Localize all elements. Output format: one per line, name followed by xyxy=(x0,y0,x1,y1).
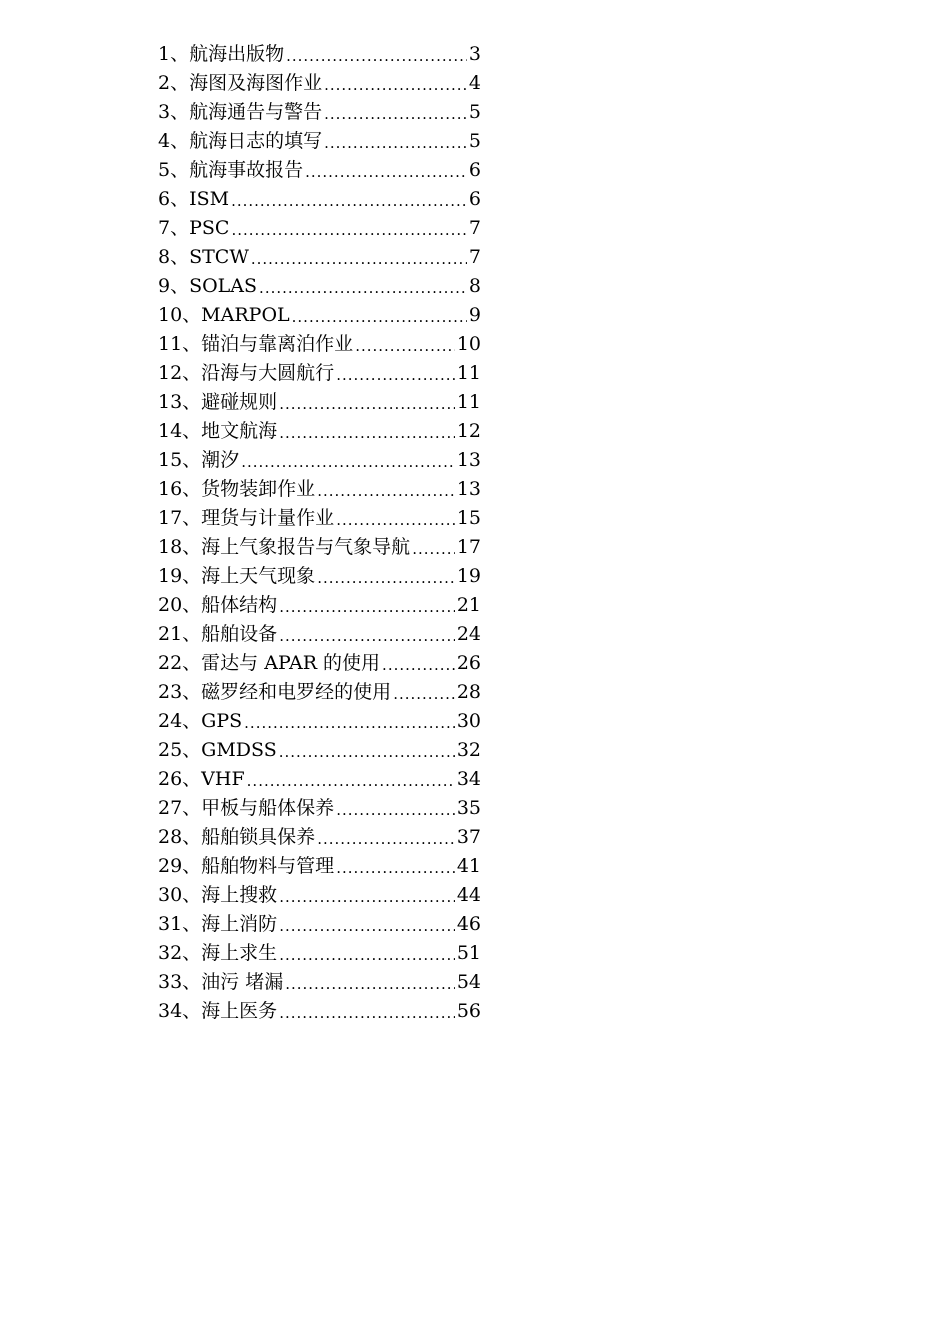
toc-entry-page-number: 11 xyxy=(456,362,481,384)
toc-entry-page-number: 37 xyxy=(456,826,481,848)
toc-entry-page-number: 30 xyxy=(456,710,481,732)
toc-dot-leader xyxy=(279,623,455,649)
toc-entry[interactable] xyxy=(158,388,481,417)
toc-entry-page-number: 44 xyxy=(456,884,481,906)
toc-dot-leader xyxy=(324,130,467,156)
toc-entry[interactable] xyxy=(158,910,481,939)
toc-dot-leader xyxy=(279,420,455,446)
toc-entry-page-number: 24 xyxy=(456,623,481,645)
toc-entry[interactable] xyxy=(158,707,481,736)
toc-entry-page-number: 11 xyxy=(456,391,481,413)
toc-dot-leader xyxy=(231,188,467,214)
toc-entry-page-number: 13 xyxy=(456,449,481,471)
toc-dot-leader xyxy=(279,391,455,417)
toc-entry-title: 16、货物装卸作业 xyxy=(158,478,316,500)
toc-entry-page-number: 7 xyxy=(468,217,481,239)
toc-entry[interactable] xyxy=(158,881,481,910)
toc-entry[interactable] xyxy=(158,823,481,852)
toc-dot-leader xyxy=(285,971,455,997)
toc-entry[interactable] xyxy=(158,156,481,185)
toc-entry-title: 29、船舶物料与管理 xyxy=(158,855,335,877)
toc-entry-title: 7、PSC xyxy=(158,217,230,239)
toc-entry-page-number: 6 xyxy=(468,159,481,181)
toc-entry-title: 25、GMDSS xyxy=(158,739,277,761)
toc-dot-leader xyxy=(279,884,455,910)
toc-entry-title: 10、MARPOL xyxy=(158,304,290,326)
toc-entry[interactable] xyxy=(158,69,481,98)
toc-dot-leader xyxy=(336,797,455,823)
toc-entry[interactable] xyxy=(158,591,481,620)
toc-dot-leader xyxy=(412,536,455,562)
toc-entry-title: 28、船舶锁具保养 xyxy=(158,826,316,848)
toc-entry-title: 17、理货与计量作业 xyxy=(158,507,335,529)
toc-entry-title: 18、海上气象报告与气象导航 xyxy=(158,536,411,558)
toc-entry-title: 1、航海出版物 xyxy=(158,43,285,65)
toc-entry[interactable] xyxy=(158,504,481,533)
toc-dot-leader xyxy=(279,942,455,968)
toc-entry[interactable] xyxy=(158,417,481,446)
toc-entry-page-number: 54 xyxy=(456,971,481,993)
toc-dot-leader xyxy=(251,246,467,272)
toc-entry-page-number: 34 xyxy=(456,768,481,790)
toc-entry[interactable] xyxy=(158,301,481,330)
toc-entry[interactable] xyxy=(158,852,481,881)
toc-entry-title: 30、海上搜救 xyxy=(158,884,278,906)
toc-entry[interactable] xyxy=(158,533,481,562)
toc-entry-page-number: 35 xyxy=(456,797,481,819)
toc-entry-page-number: 13 xyxy=(456,478,481,500)
toc-entry-page-number: 12 xyxy=(456,420,481,442)
toc-entry[interactable] xyxy=(158,185,481,214)
toc-entry-page-number: 19 xyxy=(456,565,481,587)
toc-entry[interactable] xyxy=(158,446,481,475)
toc-dot-leader xyxy=(382,652,455,678)
toc-dot-leader xyxy=(286,43,467,69)
toc-entry-page-number: 4 xyxy=(468,72,481,94)
toc-dot-leader xyxy=(292,304,467,330)
toc-entry-page-number: 5 xyxy=(468,130,481,152)
toc-entry-title: 24、GPS xyxy=(158,710,243,732)
toc-entry-title: 31、海上消防 xyxy=(158,913,278,935)
toc-entry-page-number: 6 xyxy=(468,188,481,210)
toc-dot-leader xyxy=(279,1000,455,1026)
toc-entry-title: 9、SOLAS xyxy=(158,275,258,297)
toc-entry-title: 26、VHF xyxy=(158,768,245,790)
toc-dot-leader xyxy=(324,72,467,98)
toc-entry-page-number: 32 xyxy=(456,739,481,761)
toc-entry[interactable] xyxy=(158,214,481,243)
toc-entry-page-number: 56 xyxy=(456,1000,481,1022)
toc-entry-title: 5、航海事故报告 xyxy=(158,159,304,181)
toc-entry-page-number: 21 xyxy=(456,594,481,616)
toc-entry[interactable] xyxy=(158,562,481,591)
toc-entry-title: 23、磁罗经和电罗经的使用 xyxy=(158,681,392,703)
toc-dot-leader xyxy=(317,565,455,591)
toc-entry-page-number: 10 xyxy=(456,333,481,355)
toc-entry[interactable] xyxy=(158,968,481,997)
toc-entry-title: 12、沿海与大圆航行 xyxy=(158,362,335,384)
toc-entry-title: 22、雷达与 APAR 的使用 xyxy=(158,652,381,674)
toc-dot-leader xyxy=(336,362,455,388)
toc-entry-title: 15、潮汐 xyxy=(158,449,240,471)
toc-entry-title: 3、航海通告与警告 xyxy=(158,101,323,123)
toc-entry-page-number: 51 xyxy=(456,942,481,964)
toc-entry-title: 6、ISM xyxy=(158,188,230,210)
toc-entry-title: 4、航海日志的填写 xyxy=(158,130,323,152)
toc-dot-leader xyxy=(336,507,455,533)
toc-entry-title: 2、海图及海图作业 xyxy=(158,72,323,94)
toc-dot-leader xyxy=(336,855,455,881)
toc-entry-page-number: 28 xyxy=(456,681,481,703)
toc-entry[interactable] xyxy=(158,939,481,968)
toc-entry[interactable] xyxy=(158,330,481,359)
toc-entry-page-number: 46 xyxy=(456,913,481,935)
toc-entry[interactable] xyxy=(158,243,481,272)
toc-entry-page-number: 15 xyxy=(456,507,481,529)
toc-dot-leader xyxy=(247,768,455,794)
toc-entry-title: 33、油污 堵漏 xyxy=(158,971,284,993)
toc-entry-page-number: 9 xyxy=(468,304,481,326)
toc-entry[interactable] xyxy=(158,765,481,794)
toc-dot-leader xyxy=(317,826,455,852)
toc-entry[interactable] xyxy=(158,127,481,156)
toc-entry[interactable] xyxy=(158,620,481,649)
toc-entry-page-number: 5 xyxy=(468,101,481,123)
toc-dot-leader xyxy=(259,275,467,301)
toc-entry[interactable] xyxy=(158,649,481,678)
toc-entry-page-number: 7 xyxy=(468,246,481,268)
toc-entry[interactable] xyxy=(158,359,481,388)
toc-dot-leader xyxy=(279,739,455,765)
toc-dot-leader xyxy=(231,217,466,243)
toc-entry-page-number: 26 xyxy=(456,652,481,674)
toc-entry[interactable] xyxy=(158,40,481,69)
toc-entry-title: 14、地文航海 xyxy=(158,420,278,442)
toc-dot-leader xyxy=(355,333,455,359)
toc-entry[interactable] xyxy=(158,272,481,301)
toc-entry[interactable] xyxy=(158,736,481,765)
toc-entry-title: 32、海上求生 xyxy=(158,942,278,964)
toc-dot-leader xyxy=(279,594,455,620)
toc-entry[interactable] xyxy=(158,678,481,707)
toc-entry-title: 34、海上医务 xyxy=(158,1000,278,1022)
toc-entry[interactable] xyxy=(158,98,481,127)
toc-dot-leader xyxy=(393,681,455,707)
toc-entry-title: 19、海上天气现象 xyxy=(158,565,316,587)
toc-entry-title: 8、STCW xyxy=(158,246,249,268)
toc-entry[interactable] xyxy=(158,794,481,823)
toc-entry-title: 13、避碰规则 xyxy=(158,391,278,413)
toc-dot-leader xyxy=(305,159,467,185)
toc-dot-leader xyxy=(244,710,455,736)
toc-entry-page-number: 17 xyxy=(456,536,481,558)
toc-dot-leader xyxy=(279,913,455,939)
toc-entry[interactable] xyxy=(158,475,481,504)
toc-dot-leader xyxy=(317,478,455,504)
toc-entry-title: 11、锚泊与靠离泊作业 xyxy=(158,333,354,355)
toc-entry-title: 20、船体结构 xyxy=(158,594,278,616)
table-of-contents xyxy=(158,40,481,1026)
toc-entry-page-number: 41 xyxy=(456,855,481,877)
toc-entry-title: 21、船舶设备 xyxy=(158,623,278,645)
toc-entry-page-number: 8 xyxy=(468,275,481,297)
toc-dot-leader xyxy=(324,101,467,127)
toc-entry[interactable] xyxy=(158,997,481,1026)
toc-dot-leader xyxy=(241,449,455,475)
toc-entry-page-number: 3 xyxy=(468,43,481,65)
toc-entry-title: 27、甲板与船体保养 xyxy=(158,797,335,819)
